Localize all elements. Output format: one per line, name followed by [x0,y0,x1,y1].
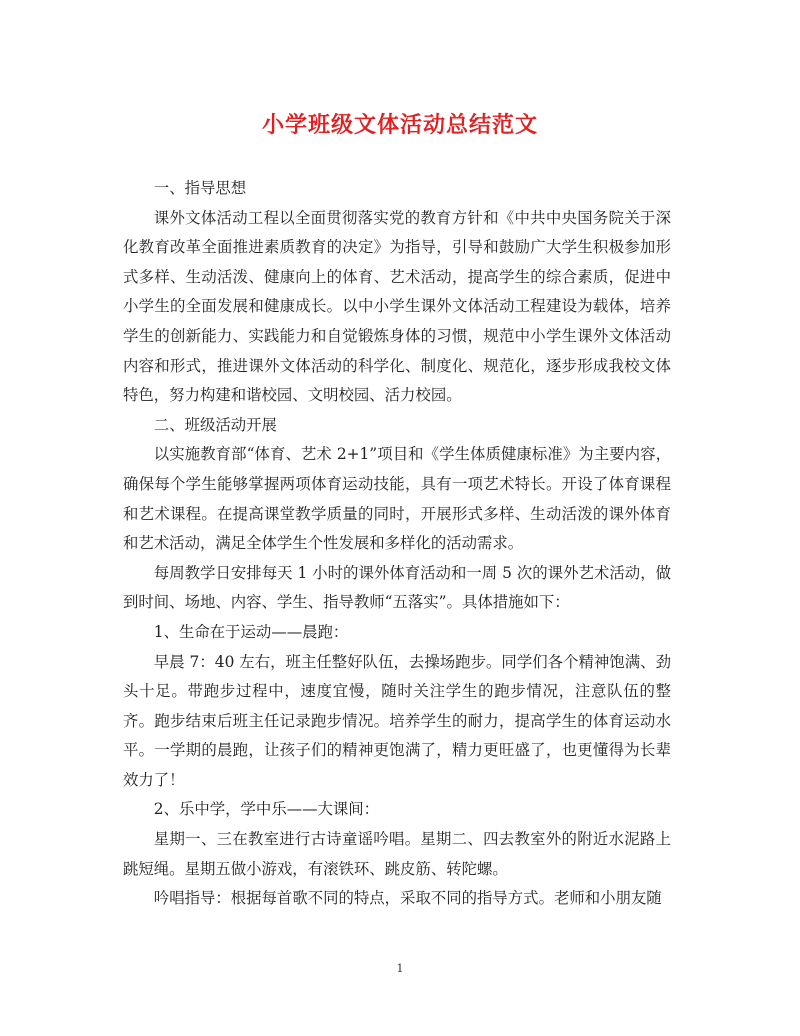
page-number: 1 [396,962,404,975]
paragraph: 每周教学日安排每天 1 小时的课外体育活动和一周 5 次的课外艺术活动，做到时间、场地、内容、学生、指导教师“五落实”。具体措施如下： [123,563,671,612]
subsection-heading: 2、乐中学，学中乐——大课间： [153,800,380,819]
document-body [123,174,671,914]
section-heading: 一、指导思想 [153,179,247,197]
paragraph: 吟唱指导：根据每首歌不同的特点，采取不同的指导方式。老师和小朋友随 [153,889,662,908]
paragraph: 星期一、三在教室进行古诗童谣吟唱。星期二、四去教室外的附近水泥路上跳短绳。星期五做小游戏，有滚铁环、跳皮筋、转陀螺。 [123,830,671,878]
paragraph: 早晨 7：40 左右，班主任整好队伍，去操场跑步。同学们各个精神饱满、劲头十足。带跑步过程中，速度宜慢，随时关注学生的跑步情况，注意队伍的整齐。跑步结束后班主任记录跑步情况。培养学生的耐力，提高学生的体育运动水平。一学期的晨跑，让孩子们的精神更饱满了，精力更旺盛了，也更懂得为长辈效力了！ [123,652,671,789]
paragraph: 课外文体活动工程以全面贯彻落实党的教育方针和《中共中央国务院关于深化教育改革全面推进素质教育的决定》为指导，引导和鼓励广大学生积极参加形式多样、生动活泼、健康向上的体育、艺术活动，提高学生的综合素质，促进中小学生的全面发展和健康成长。以中小学生课外文体活动工程建设为载体，培养学生的创新能力、实践能力和自觉锻炼身体的习惯，规范中小学生课外文体活动内容和形式，推进课外文体活动的科学化、制度化、规范化，逐步形成我校文体特色，努力构建和谐校园、文明校园、活力校园。 [123,208,671,405]
subsection-heading: 1、生命在于运动——晨跑： [153,622,349,641]
section-heading: 二、班级活动开展 [153,415,277,434]
document-title: 小学班级文体活动总结范文 [261,112,538,138]
paragraph: 以实施教育部“体育、艺术 2+1”项目和《学生体质健康标准》为主要内容，确保每个学生能够掌握两项体育运动技能，具有一项艺术特长。开设了体育课程和艺术课程。在提高课堂教学质量的同时，开展形式多样、生动活泼的课外体育和艺术活动，满足全体学生个性发展和多样化的活动需求。 [123,445,671,553]
